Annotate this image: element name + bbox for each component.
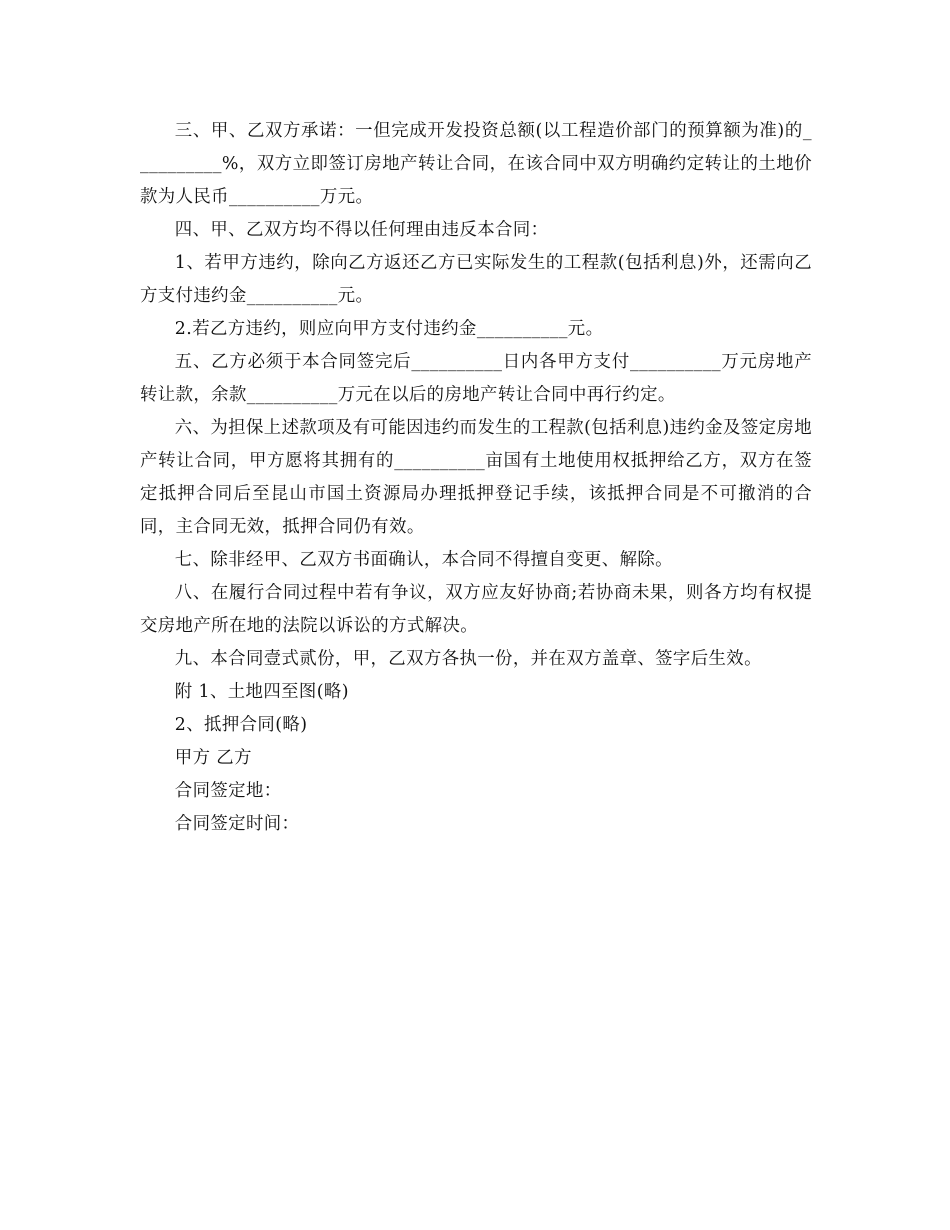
document-body (140, 115, 812, 841)
clause-four-item-1: 1、若甲方违约，除向乙方返还乙方已实际发生的工程款(包括利息)外，还需向乙方支付违约金__________元。 (140, 253, 812, 306)
clause-seven: 七、除非经甲、乙双方书面确认，本合同不得擅自变更、解除。 (174, 550, 673, 570)
appendix-2: 2、抵押合同(略) (174, 715, 308, 735)
signing-time: 合同签定时间： (174, 814, 300, 834)
clause-eight: 八、在履行合同过程中若有争议，双方应友好协商;若协商未果，则各方均有权提交房地产所在地的法院以诉讼的方式解决。 (140, 583, 812, 636)
clause-nine: 九、本合同壹式贰份，甲，乙双方各执一份，并在双方盖章、签字后生效。 (174, 649, 762, 669)
signatories: 甲方 乙方 (174, 748, 252, 768)
clause-four-item-2: 2.若乙方违约，则应向甲方支付违约金__________元。 (174, 319, 604, 339)
appendix-1: 附 1、土地四至图(略) (174, 682, 349, 702)
clause-five: 五、乙方必须于本合同签完后__________日内各甲方支付__________万元房地产转让款，余款__________万元在以后的房地产转让合同中再行约定。 (140, 352, 812, 405)
clause-six: 六、为担保上述款项及有可能因违约而发生的工程款(包括利息)违约金及签定房地产转让合同，甲方愿将其拥有的__________亩国有土地使用权抵押给乙方，双方在签定抵押合同后至昆山市国土资源局办理抵押登记手续，该抵押合同是不可撤消的合同，主合同无效，抵押合同仍有效。 (140, 418, 812, 537)
signing-place: 合同签定地： (174, 781, 282, 801)
clause-four-heading: 四、甲、乙双方均不得以任何理由违反本合同： (174, 220, 549, 240)
clause-three: 三、甲、乙双方承诺：一但完成开发投资总额(以工程造价部门的预算额为准)的__________%，双方立即签订房地产转让合同，在该合同中双方明确约定转让的土地价款为人民币__________万元。 (140, 121, 812, 207)
